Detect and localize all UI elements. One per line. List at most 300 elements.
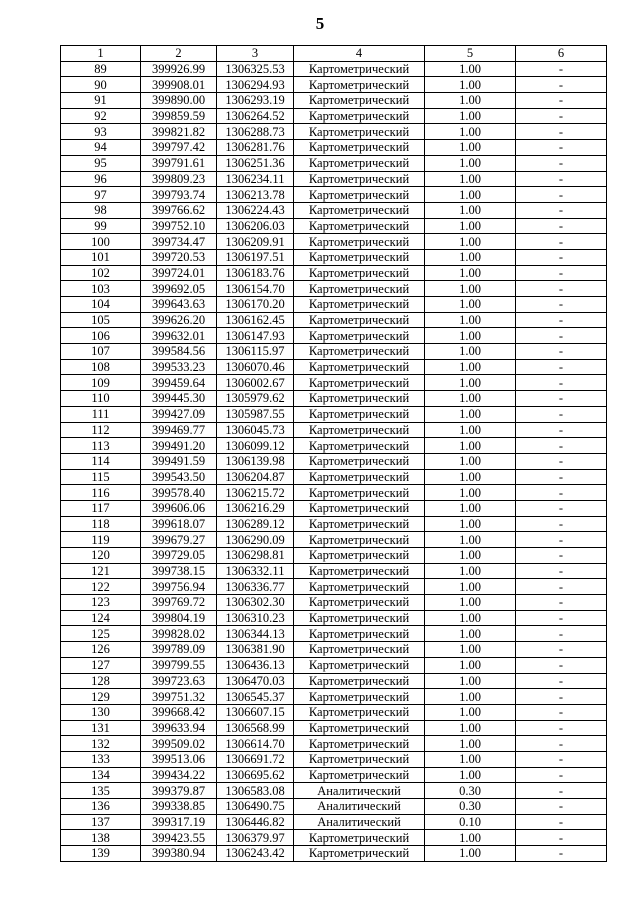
- y-coordinate-cell: 1305979.62: [217, 391, 294, 407]
- x-coordinate-cell: 399633.94: [141, 720, 217, 736]
- method-cell: Картометрический: [294, 124, 425, 140]
- table-row: [61, 422, 607, 438]
- accuracy-cell: 1.00: [425, 438, 516, 454]
- method-cell: Картометрический: [294, 453, 425, 469]
- point-number-cell: 128: [61, 673, 141, 689]
- x-coordinate-cell: 399729.05: [141, 548, 217, 564]
- point-number-cell: 126: [61, 642, 141, 658]
- accuracy-cell: 1.00: [425, 328, 516, 344]
- point-number-cell: 117: [61, 500, 141, 516]
- y-coordinate-cell: 1306170.20: [217, 297, 294, 313]
- point-number-cell: 96: [61, 171, 141, 187]
- note-cell: -: [516, 532, 607, 548]
- note-cell: -: [516, 108, 607, 124]
- accuracy-cell: 1.00: [425, 265, 516, 281]
- point-number-cell: 135: [61, 783, 141, 799]
- x-coordinate-cell: 399543.50: [141, 469, 217, 485]
- table-row: [61, 328, 607, 344]
- note-cell: -: [516, 328, 607, 344]
- x-coordinate-cell: 399908.01: [141, 77, 217, 93]
- accuracy-cell: 1.00: [425, 532, 516, 548]
- point-number-cell: 139: [61, 846, 141, 862]
- x-coordinate-cell: 399469.77: [141, 422, 217, 438]
- note-cell: -: [516, 187, 607, 203]
- accuracy-cell: 1.00: [425, 736, 516, 752]
- table-row: [61, 532, 607, 548]
- method-cell: Картометрический: [294, 751, 425, 767]
- y-coordinate-cell: 1306470.03: [217, 673, 294, 689]
- note-cell: -: [516, 344, 607, 360]
- x-coordinate-cell: 399720.53: [141, 249, 217, 265]
- y-coordinate-cell: 1306147.93: [217, 328, 294, 344]
- note-cell: -: [516, 830, 607, 846]
- y-coordinate-cell: 1306336.77: [217, 579, 294, 595]
- table-row: [61, 500, 607, 516]
- accuracy-cell: 1.00: [425, 657, 516, 673]
- y-coordinate-cell: 1306290.09: [217, 532, 294, 548]
- point-number-cell: 99: [61, 218, 141, 234]
- x-coordinate-cell: 399509.02: [141, 736, 217, 752]
- method-cell: Картометрический: [294, 171, 425, 187]
- method-cell: Аналитический: [294, 814, 425, 830]
- y-coordinate-cell: 1306436.13: [217, 657, 294, 673]
- note-cell: -: [516, 799, 607, 815]
- accuracy-cell: 1.00: [425, 108, 516, 124]
- x-coordinate-cell: 399724.01: [141, 265, 217, 281]
- y-coordinate-cell: 1306243.42: [217, 846, 294, 862]
- point-number-cell: 94: [61, 140, 141, 156]
- point-number-cell: 109: [61, 375, 141, 391]
- note-cell: -: [516, 595, 607, 611]
- accuracy-cell: 1.00: [425, 830, 516, 846]
- table-row: [61, 626, 607, 642]
- accuracy-cell: 1.00: [425, 406, 516, 422]
- x-coordinate-cell: 399752.10: [141, 218, 217, 234]
- x-coordinate-cell: 399338.85: [141, 799, 217, 815]
- method-cell: Картометрический: [294, 77, 425, 93]
- x-coordinate-cell: 399380.94: [141, 846, 217, 862]
- point-number-cell: 130: [61, 704, 141, 720]
- table-row: [61, 124, 607, 140]
- note-cell: -: [516, 202, 607, 218]
- accuracy-cell: 0.30: [425, 783, 516, 799]
- method-cell: Картометрический: [294, 595, 425, 611]
- table-row: [61, 453, 607, 469]
- table-row: [61, 579, 607, 595]
- method-cell: Картометрический: [294, 344, 425, 360]
- note-cell: -: [516, 610, 607, 626]
- y-coordinate-cell: 1306154.70: [217, 281, 294, 297]
- note-cell: -: [516, 563, 607, 579]
- note-cell: -: [516, 312, 607, 328]
- x-coordinate-cell: 399427.09: [141, 406, 217, 422]
- y-coordinate-cell: 1306288.73: [217, 124, 294, 140]
- note-cell: -: [516, 689, 607, 705]
- table-row: [61, 642, 607, 658]
- column-header: 3: [217, 46, 294, 62]
- y-coordinate-cell: 1306607.15: [217, 704, 294, 720]
- table-row: [61, 485, 607, 501]
- note-cell: -: [516, 359, 607, 375]
- y-coordinate-cell: 1306289.12: [217, 516, 294, 532]
- y-coordinate-cell: 1306070.46: [217, 359, 294, 375]
- x-coordinate-cell: 399491.20: [141, 438, 217, 454]
- accuracy-cell: 1.00: [425, 140, 516, 156]
- note-cell: -: [516, 579, 607, 595]
- note-cell: -: [516, 406, 607, 422]
- x-coordinate-cell: 399606.06: [141, 500, 217, 516]
- point-number-cell: 103: [61, 281, 141, 297]
- y-coordinate-cell: 1306310.23: [217, 610, 294, 626]
- point-number-cell: 95: [61, 155, 141, 171]
- note-cell: -: [516, 720, 607, 736]
- method-cell: Картометрический: [294, 265, 425, 281]
- method-cell: Картометрический: [294, 657, 425, 673]
- note-cell: -: [516, 234, 607, 250]
- table-row: [61, 218, 607, 234]
- method-cell: Картометрический: [294, 297, 425, 313]
- note-cell: -: [516, 814, 607, 830]
- x-coordinate-cell: 399723.63: [141, 673, 217, 689]
- table-row: [61, 814, 607, 830]
- accuracy-cell: 1.00: [425, 720, 516, 736]
- method-cell: Картометрический: [294, 610, 425, 626]
- table-row: [61, 234, 607, 250]
- point-number-cell: 133: [61, 751, 141, 767]
- y-coordinate-cell: 1306206.03: [217, 218, 294, 234]
- note-cell: -: [516, 469, 607, 485]
- point-number-cell: 116: [61, 485, 141, 501]
- point-number-cell: 104: [61, 297, 141, 313]
- coordinates-table: [60, 45, 607, 862]
- note-cell: -: [516, 375, 607, 391]
- x-coordinate-cell: 399734.47: [141, 234, 217, 250]
- note-cell: -: [516, 642, 607, 658]
- point-number-cell: 125: [61, 626, 141, 642]
- method-cell: Картометрический: [294, 281, 425, 297]
- point-number-cell: 138: [61, 830, 141, 846]
- method-cell: Картометрический: [294, 108, 425, 124]
- accuracy-cell: 1.00: [425, 846, 516, 862]
- note-cell: -: [516, 438, 607, 454]
- x-coordinate-cell: 399632.01: [141, 328, 217, 344]
- note-cell: -: [516, 453, 607, 469]
- y-coordinate-cell: 1306115.97: [217, 344, 294, 360]
- table-row: [61, 767, 607, 783]
- table-row: [61, 249, 607, 265]
- y-coordinate-cell: 1306379.97: [217, 830, 294, 846]
- accuracy-cell: 1.00: [425, 422, 516, 438]
- x-coordinate-cell: 399751.32: [141, 689, 217, 705]
- x-coordinate-cell: 399756.94: [141, 579, 217, 595]
- accuracy-cell: 1.00: [425, 344, 516, 360]
- accuracy-cell: 1.00: [425, 77, 516, 93]
- note-cell: -: [516, 61, 607, 77]
- x-coordinate-cell: 399618.07: [141, 516, 217, 532]
- y-coordinate-cell: 1306545.37: [217, 689, 294, 705]
- note-cell: -: [516, 391, 607, 407]
- note-cell: -: [516, 657, 607, 673]
- point-number-cell: 120: [61, 548, 141, 564]
- note-cell: -: [516, 297, 607, 313]
- accuracy-cell: 1.00: [425, 626, 516, 642]
- table-row: [61, 140, 607, 156]
- accuracy-cell: 1.00: [425, 297, 516, 313]
- table-row: [61, 548, 607, 564]
- accuracy-cell: 1.00: [425, 751, 516, 767]
- point-number-cell: 106: [61, 328, 141, 344]
- table-row: [61, 563, 607, 579]
- accuracy-cell: 1.00: [425, 516, 516, 532]
- point-number-cell: 124: [61, 610, 141, 626]
- note-cell: -: [516, 422, 607, 438]
- accuracy-cell: 1.00: [425, 767, 516, 783]
- method-cell: Картометрический: [294, 720, 425, 736]
- column-header: 5: [425, 46, 516, 62]
- y-coordinate-cell: 1306234.11: [217, 171, 294, 187]
- point-number-cell: 134: [61, 767, 141, 783]
- accuracy-cell: 1.00: [425, 249, 516, 265]
- accuracy-cell: 1.00: [425, 93, 516, 109]
- accuracy-cell: 1.00: [425, 642, 516, 658]
- table-row: [61, 265, 607, 281]
- method-cell: Картометрический: [294, 532, 425, 548]
- table-row: [61, 108, 607, 124]
- table-row: [61, 799, 607, 815]
- y-coordinate-cell: 1306490.75: [217, 799, 294, 815]
- note-cell: -: [516, 93, 607, 109]
- x-coordinate-cell: 399797.42: [141, 140, 217, 156]
- note-cell: -: [516, 218, 607, 234]
- column-header: 4: [294, 46, 425, 62]
- x-coordinate-cell: 399828.02: [141, 626, 217, 642]
- accuracy-cell: 1.00: [425, 704, 516, 720]
- x-coordinate-cell: 399513.06: [141, 751, 217, 767]
- note-cell: -: [516, 846, 607, 862]
- point-number-cell: 97: [61, 187, 141, 203]
- point-number-cell: 122: [61, 579, 141, 595]
- y-coordinate-cell: 1306281.76: [217, 140, 294, 156]
- table-row: [61, 673, 607, 689]
- accuracy-cell: 0.30: [425, 799, 516, 815]
- y-coordinate-cell: 1306209.91: [217, 234, 294, 250]
- page-number: 5: [315, 14, 325, 33]
- note-cell: -: [516, 281, 607, 297]
- table-row: [61, 375, 607, 391]
- method-cell: Картометрический: [294, 312, 425, 328]
- x-coordinate-cell: 399789.09: [141, 642, 217, 658]
- accuracy-cell: 1.00: [425, 187, 516, 203]
- note-cell: -: [516, 265, 607, 281]
- x-coordinate-cell: 399859.59: [141, 108, 217, 124]
- x-coordinate-cell: 399926.99: [141, 61, 217, 77]
- y-coordinate-cell: 1306298.81: [217, 548, 294, 564]
- note-cell: -: [516, 767, 607, 783]
- table-row: [61, 689, 607, 705]
- table-row: [61, 281, 607, 297]
- point-number-cell: 110: [61, 391, 141, 407]
- method-cell: Картометрический: [294, 673, 425, 689]
- x-coordinate-cell: 399445.30: [141, 391, 217, 407]
- x-coordinate-cell: 399821.82: [141, 124, 217, 140]
- y-coordinate-cell: 1306446.82: [217, 814, 294, 830]
- x-coordinate-cell: 399766.62: [141, 202, 217, 218]
- method-cell: Картометрический: [294, 438, 425, 454]
- table-row: [61, 312, 607, 328]
- table-row: [61, 344, 607, 360]
- point-number-cell: 114: [61, 453, 141, 469]
- x-coordinate-cell: 399626.20: [141, 312, 217, 328]
- method-cell: Картометрический: [294, 626, 425, 642]
- point-number-cell: 115: [61, 469, 141, 485]
- table-row: [61, 846, 607, 862]
- note-cell: -: [516, 548, 607, 564]
- point-number-cell: 92: [61, 108, 141, 124]
- y-coordinate-cell: 1306213.78: [217, 187, 294, 203]
- point-number-cell: 90: [61, 77, 141, 93]
- method-cell: Картометрический: [294, 642, 425, 658]
- column-header: 2: [141, 46, 217, 62]
- table-row: [61, 359, 607, 375]
- y-coordinate-cell: 1306139.98: [217, 453, 294, 469]
- point-number-cell: 127: [61, 657, 141, 673]
- accuracy-cell: 1.00: [425, 281, 516, 297]
- method-cell: Картометрический: [294, 249, 425, 265]
- accuracy-cell: 1.00: [425, 548, 516, 564]
- accuracy-cell: 1.00: [425, 579, 516, 595]
- y-coordinate-cell: 1306695.62: [217, 767, 294, 783]
- accuracy-cell: 1.00: [425, 375, 516, 391]
- table-row: [61, 77, 607, 93]
- method-cell: Картометрический: [294, 422, 425, 438]
- note-cell: -: [516, 171, 607, 187]
- y-coordinate-cell: 1306045.73: [217, 422, 294, 438]
- method-cell: Картометрический: [294, 579, 425, 595]
- accuracy-cell: 1.00: [425, 171, 516, 187]
- point-number-cell: 132: [61, 736, 141, 752]
- method-cell: Картометрический: [294, 689, 425, 705]
- method-cell: Аналитический: [294, 799, 425, 815]
- x-coordinate-cell: 399679.27: [141, 532, 217, 548]
- note-cell: -: [516, 140, 607, 156]
- point-number-cell: 118: [61, 516, 141, 532]
- y-coordinate-cell: 1306216.29: [217, 500, 294, 516]
- point-number-cell: 101: [61, 249, 141, 265]
- y-coordinate-cell: 1306294.93: [217, 77, 294, 93]
- table-row: [61, 751, 607, 767]
- table-row: [61, 202, 607, 218]
- point-number-cell: 107: [61, 344, 141, 360]
- table-row: [61, 736, 607, 752]
- point-number-cell: 98: [61, 202, 141, 218]
- method-cell: Картометрический: [294, 375, 425, 391]
- point-number-cell: 119: [61, 532, 141, 548]
- table-body: [61, 61, 607, 861]
- method-cell: Картометрический: [294, 704, 425, 720]
- method-cell: Картометрический: [294, 846, 425, 862]
- method-cell: Картометрический: [294, 202, 425, 218]
- x-coordinate-cell: 399317.19: [141, 814, 217, 830]
- x-coordinate-cell: 399791.61: [141, 155, 217, 171]
- x-coordinate-cell: 399491.59: [141, 453, 217, 469]
- accuracy-cell: 1.00: [425, 124, 516, 140]
- table-row: [61, 406, 607, 422]
- table-row: [61, 704, 607, 720]
- table-row: [61, 187, 607, 203]
- table-row: [61, 171, 607, 187]
- table-row: [61, 93, 607, 109]
- column-header: 6: [516, 46, 607, 62]
- note-cell: -: [516, 485, 607, 501]
- y-coordinate-cell: 1306162.45: [217, 312, 294, 328]
- method-cell: Картометрический: [294, 391, 425, 407]
- method-cell: Картометрический: [294, 328, 425, 344]
- y-coordinate-cell: 1306251.36: [217, 155, 294, 171]
- x-coordinate-cell: 399890.00: [141, 93, 217, 109]
- x-coordinate-cell: 399434.22: [141, 767, 217, 783]
- note-cell: -: [516, 783, 607, 799]
- note-cell: -: [516, 77, 607, 93]
- accuracy-cell: 1.00: [425, 469, 516, 485]
- accuracy-cell: 0.10: [425, 814, 516, 830]
- accuracy-cell: 1.00: [425, 218, 516, 234]
- x-coordinate-cell: 399799.55: [141, 657, 217, 673]
- table-row: [61, 155, 607, 171]
- x-coordinate-cell: 399423.55: [141, 830, 217, 846]
- note-cell: -: [516, 124, 607, 140]
- accuracy-cell: 1.00: [425, 689, 516, 705]
- y-coordinate-cell: 1306332.11: [217, 563, 294, 579]
- accuracy-cell: 1.00: [425, 595, 516, 611]
- table-row: [61, 657, 607, 673]
- point-number-cell: 108: [61, 359, 141, 375]
- y-coordinate-cell: 1306344.13: [217, 626, 294, 642]
- method-cell: Картометрический: [294, 93, 425, 109]
- note-cell: -: [516, 516, 607, 532]
- method-cell: Картометрический: [294, 406, 425, 422]
- method-cell: Картометрический: [294, 218, 425, 234]
- method-cell: Картометрический: [294, 140, 425, 156]
- column-header: 1: [61, 46, 141, 62]
- note-cell: -: [516, 736, 607, 752]
- table-row: [61, 783, 607, 799]
- x-coordinate-cell: 399692.05: [141, 281, 217, 297]
- point-number-cell: 129: [61, 689, 141, 705]
- x-coordinate-cell: 399643.63: [141, 297, 217, 313]
- x-coordinate-cell: 399668.42: [141, 704, 217, 720]
- x-coordinate-cell: 399459.64: [141, 375, 217, 391]
- x-coordinate-cell: 399584.56: [141, 344, 217, 360]
- method-cell: Аналитический: [294, 783, 425, 799]
- table-row: [61, 297, 607, 313]
- y-coordinate-cell: 1306293.19: [217, 93, 294, 109]
- accuracy-cell: 1.00: [425, 453, 516, 469]
- table-row: [61, 830, 607, 846]
- method-cell: Картометрический: [294, 187, 425, 203]
- method-cell: Картометрический: [294, 516, 425, 532]
- method-cell: Картометрический: [294, 155, 425, 171]
- method-cell: Картометрический: [294, 469, 425, 485]
- note-cell: -: [516, 626, 607, 642]
- accuracy-cell: 1.00: [425, 312, 516, 328]
- table-row: [61, 610, 607, 626]
- note-cell: -: [516, 500, 607, 516]
- point-number-cell: 91: [61, 93, 141, 109]
- note-cell: -: [516, 155, 607, 171]
- method-cell: Картометрический: [294, 736, 425, 752]
- y-coordinate-cell: 1306568.99: [217, 720, 294, 736]
- x-coordinate-cell: 399804.19: [141, 610, 217, 626]
